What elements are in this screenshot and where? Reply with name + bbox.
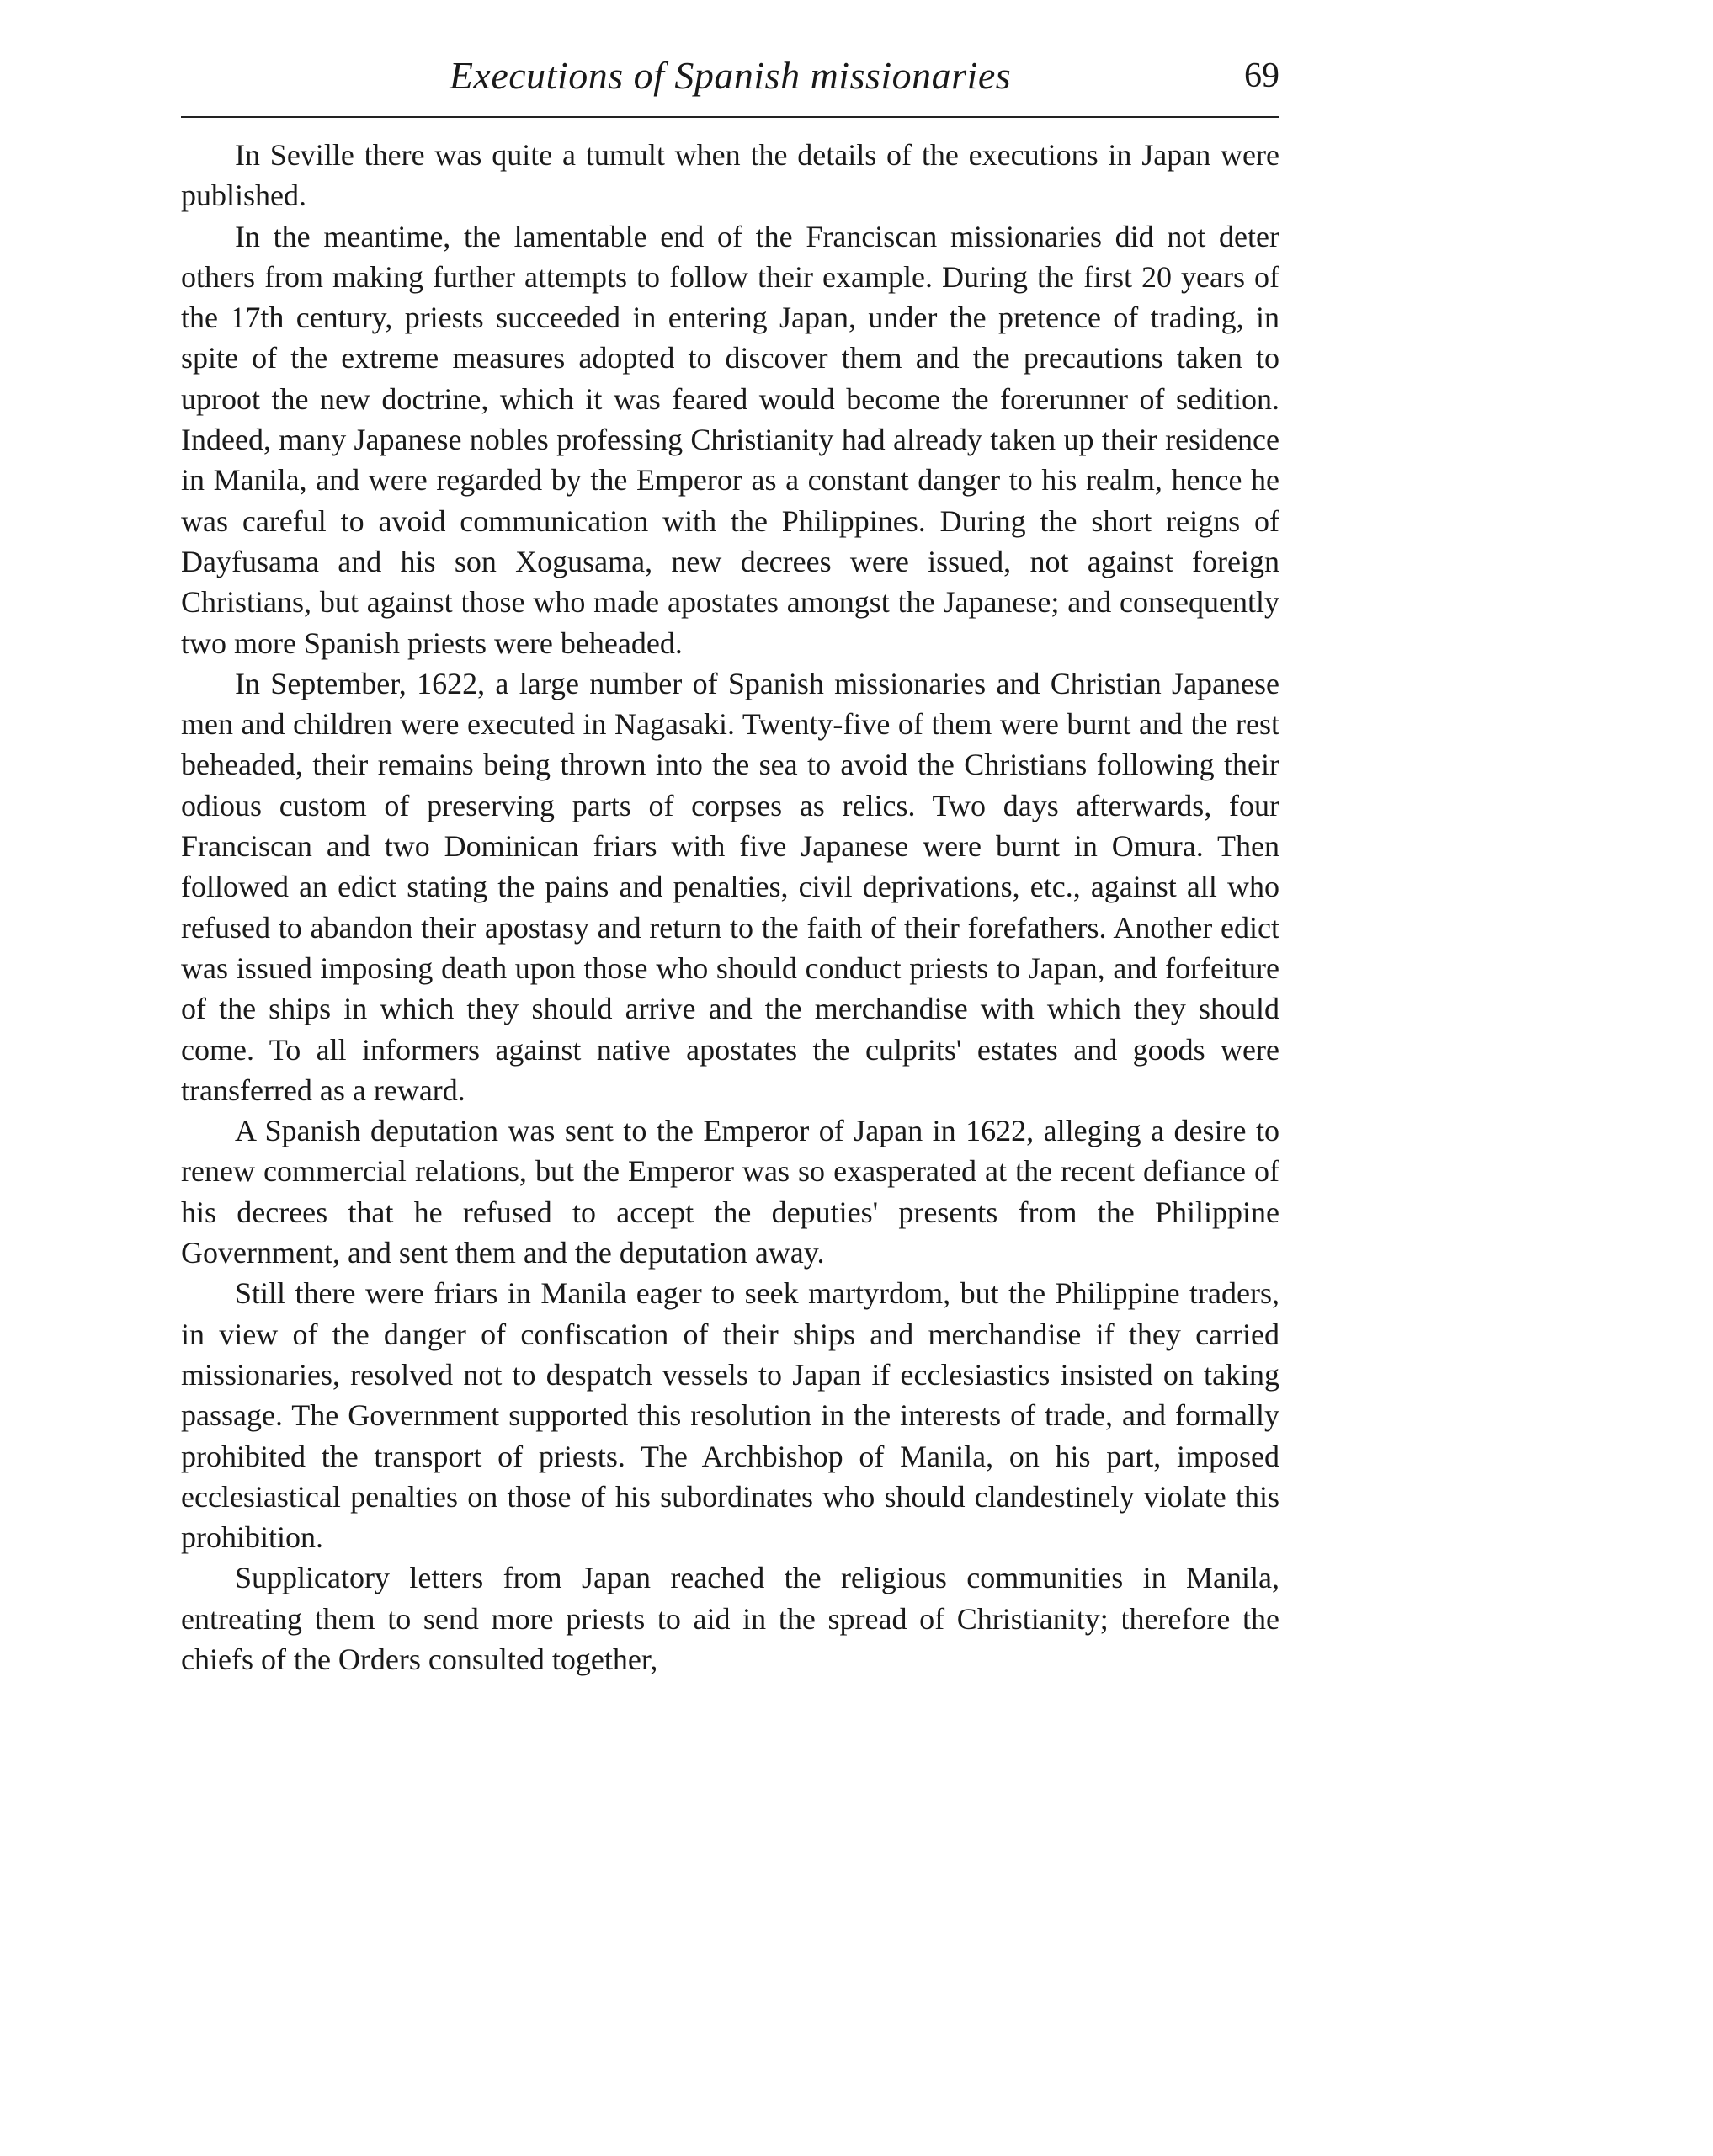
paragraph: In the meantime, the lamentable end of the Franciscan missionaries did not deter others from making further attempts to follow their example. During the first 20 years of the 17th century, priests succeeded in entering Japan, under the pretence of trading, in spite of the extreme measures adopted to discover them and the precautions taken to uproot the new doctrine, which it was feared would become the forerunner of sedition. Indeed, many Japanese nobles professing Christianity had already taken up their residence in Manila, and were regarded by the Emperor as a constant danger to his realm, hence he was careful to avoid communication with the Philippines. During the short reigns of Dayfusama and his son Xogusama, new decrees were issued, not against foreign Christians, but against those who made apostates amongst the Japanese; and consequently two more Spanish priests were beheaded. — [181, 219, 1279, 660]
body-text — [181, 135, 1279, 1680]
paragraph: A Spanish deputation was sent to the Emperor of Japan in 1622, alleging a desire to renew commercial relations, but the Emperor was so exasperated at the recent defiance of his decrees that he refused to accept the deputies' presents from the Philippine Government, and sent them and the deputation away. — [181, 1114, 1279, 1270]
paragraph: In September, 1622, a large number of Spanish missionaries and Christian Japanese men and children were executed in Nagasaki. Twenty-five of them were burnt and the rest beheaded, their remains being thrown into the sea to avoid the Christians following their odious custom of preserving parts of corpses as relics. Two days afterwards, four Franciscan and two Dominican friars with five Japanese were burnt in Omura. Then followed an edict stating the pains and penalties, civil deprivations, etc., against all who refused to abandon their apostasy and return to the faith of their forefathers. Another edict was issued imposing death upon those who should conduct priests to Japan, and forfeiture of the ships in which they should arrive and the merchandise with which they should come. To all informers against native apostates the culprits' estates and goods were transferred as a reward. — [181, 666, 1279, 1107]
running-title: Executions of Spanish missionaries — [449, 54, 1012, 97]
page-header — [181, 51, 1279, 101]
paragraph: Supplicatory letters from Japan reached the religious communities in Manila, entreating them to send more priests to aid in the spread of Christianity; therefore the chiefs of the Orders consulted together, — [181, 1561, 1279, 1676]
paragraph: In Seville there was quite a tumult when the details of the executions in Japan were published. — [181, 138, 1279, 213]
page-number: 69 — [1244, 56, 1279, 95]
paragraph: Still there were friars in Manila eager to seek martyrdom, but the Philippine traders, in view of the danger of confiscation of their ships and merchandise if they carried missionaries, resolved not to despatch vessels to Japan if ecclesiastics insisted on taking passage. The Government supported this resolution in the interests of trade, and formally prohibited the transport of priests. The Archbishop of Manila, on his part, imposed ecclesiastical penalties on those of his subordinates who should clandestinely violate this prohibition. — [181, 1276, 1279, 1555]
header-rule — [181, 116, 1279, 118]
